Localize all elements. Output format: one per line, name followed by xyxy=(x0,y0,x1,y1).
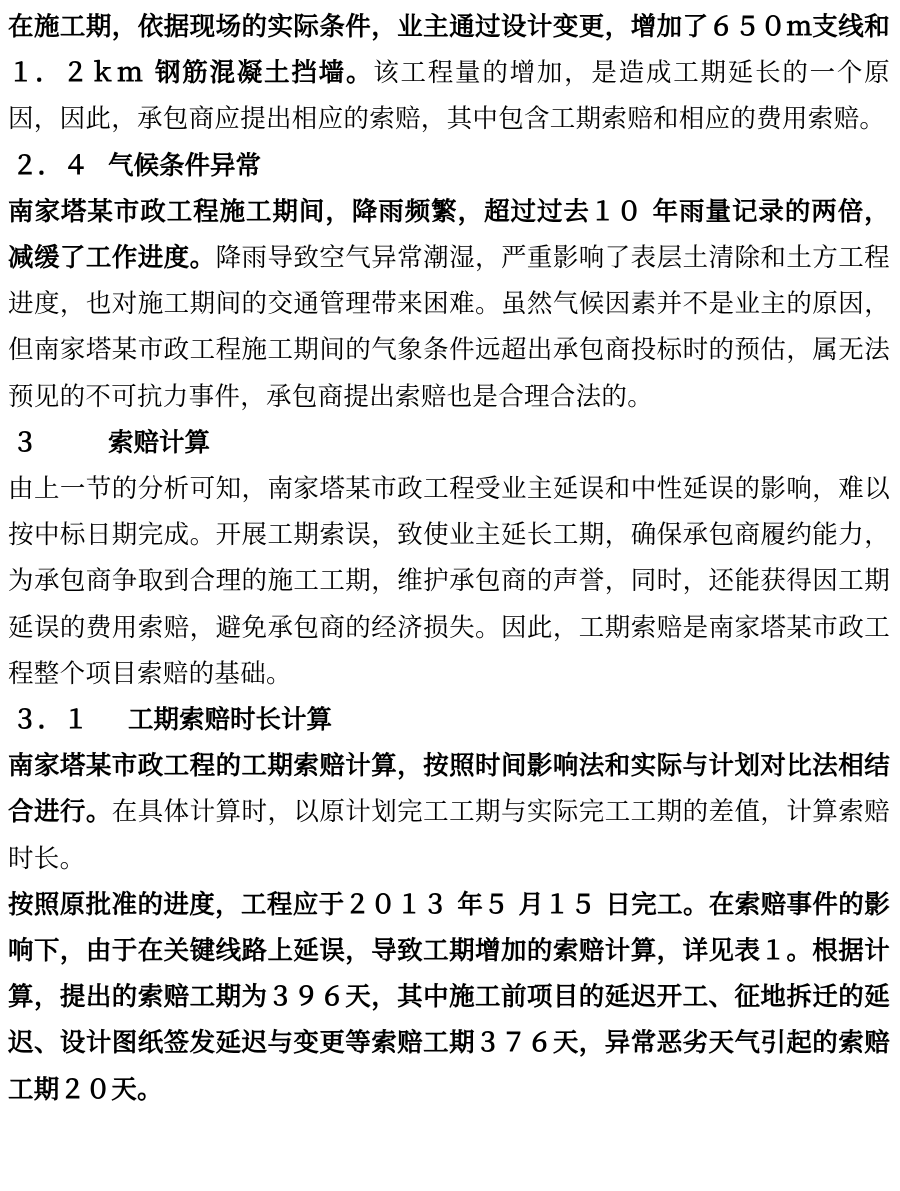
paragraph-body: 由上一节的分析可知，南家塔某市政工程受业主延误和中性延误的影响，难以按中标日期完成。开展工期索误，致使业主延长工期，确保承包商履约能力，为承包商争取到合理的施工工期，维护承包商的声誉，同时，还能获得因工期延误的费用索赔，避免承包商的经济损失。因此，工期索赔是南家塔某市政工程整个项目索赔的基础。 xyxy=(8,474,890,689)
paragraph-bold-lead: 南家塔某市政工程的工期索赔计算，按照时间影响法和实际与计划对比法相结合进行。 xyxy=(8,751,890,828)
section-number: ３．１ xyxy=(12,705,89,736)
section-title: 气候条件异常 xyxy=(108,150,262,181)
paragraph-design-change xyxy=(8,4,890,143)
paragraph-body: 降雨导致空气异常潮湿，严重影响了表层土清除和土方工程进度，也对施工期间的交通管理带来困难。虽然气候因素并不是业主的原因，但南家塔某市政工程施工期间的气象条件远超出承包商投标时的预估，属无法预见的不可抗力事件，承包商提出索赔也是合理合法的。 xyxy=(8,243,890,412)
paragraph-weather xyxy=(8,189,890,420)
paragraph-calc-method xyxy=(8,743,890,882)
section-title: 索赔计算 xyxy=(108,427,211,458)
section-number: ２．４ xyxy=(12,150,89,181)
paragraph-body: 在具体计算时，以原计划完工工期与实际完工工期的差值，计算索赔时长。 xyxy=(8,797,890,874)
section-number: ３ xyxy=(12,427,38,458)
paragraph-bold-lead: 按照原批准的进度，工程应于２０１３ 年５ 月１５ 日完工。在索赔事件的影响下，由于在关键线路上延误，导致工期增加的索赔计算，详见表１。根据计算，提出的索赔工期为３９６天，其中施工前项目的延迟开工、征地拆迁的延迟、设计图纸签发延迟与变更等索赔工期３７６天，异常恶劣天气引起的索赔工期２０天。 xyxy=(8,889,890,1105)
paragraph-claim-basis xyxy=(8,466,890,697)
paragraph-body: 该工程量的增加，是造成工期延长的一个原因，因此，承包商应提出相应的索赔，其中包含工期索赔和相应的费用索赔。 xyxy=(8,58,890,135)
section-heading-3-1 xyxy=(8,697,890,743)
paragraph-claim-result xyxy=(8,882,890,1113)
section-heading-2-4 xyxy=(8,143,890,189)
section-heading-3 xyxy=(8,420,890,466)
paragraph-bold-lead: 南家塔某市政工程施工期间，降雨频繁，超过过去１０ 年雨量记录的两倍，减缓了工作进度。 xyxy=(8,196,890,274)
paragraph-bold-lead: 在施工期，依据现场的实际条件，业主通过设计变更，增加了６５０ｍ支线和１．２ｋｍ 钢筋混凝土挡墙。 xyxy=(8,12,890,89)
section-title: 工期索赔时长计算 xyxy=(128,705,333,736)
